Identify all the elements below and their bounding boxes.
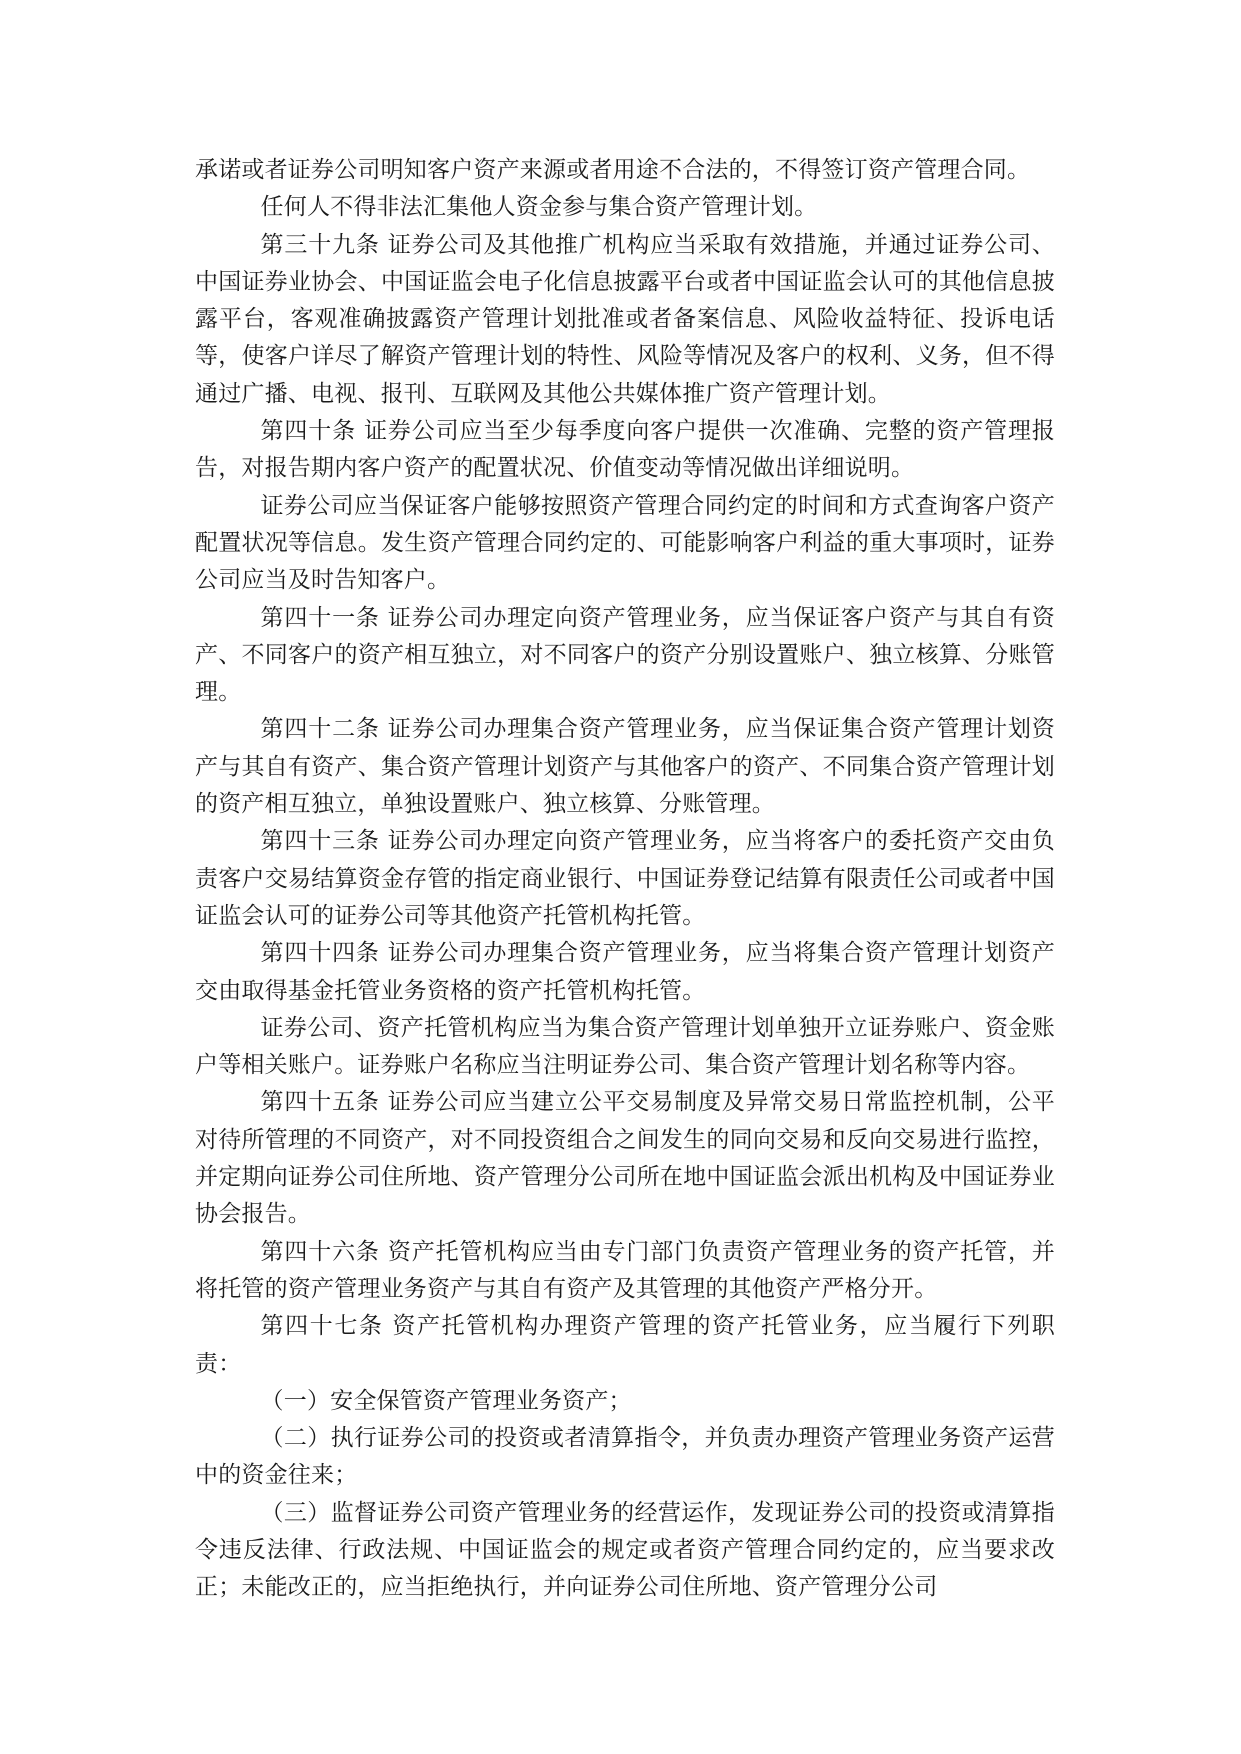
article-47-item-3: （三）监督证券公司资产管理业务的经营运作，发现证券公司的投资或清算指令违反法律、行政法规、中国证监会的规定或者资产管理合同约定的，应当要求改正；未能改正的，应当拒绝执行，并向证券公司住所地、资产管理分公司 [195,1499,1055,1601]
article-47-item-1: （一）安全保管资产管理业务资产； [260,1387,632,1414]
paragraph-1: 承诺或者证券公司明知客户资产来源或者用途不合法的，不得签订资产管理合同。 [195,157,1031,183]
document-body [195,152,1055,1607]
article-43: 第四十三条 证券公司办理定向资产管理业务，应当将客户的委托资产交由负责客户交易结算资金存管的指定商业银行、中国证券登记结算有限责任公司或者中国证监会认可的证券公司等其他资产托管机构托管。 [195,828,1055,929]
paragraph-2: 任何人不得非法汇集他人资金参与集合资产管理计划。 [260,194,818,221]
article-42: 第四十二条 证券公司办理集合资产管理业务，应当保证集合资产管理计划资产与其自有资产、集合资产管理计划资产与其他客户的资产、不同集合资产管理计划的资产相互独立，单独设置账户、独立核算、分账管理。 [195,716,1055,818]
article-44: 第四十四条 证券公司办理集合资产管理业务，应当将集合资产管理计划资产交由取得基金托管业务资格的资产托管机构托管。 [195,940,1055,1004]
article-41: 第四十一条 证券公司办理定向资产管理业务，应当保证客户资产与其自有资产、不同客户的资产相互独立，对不同客户的资产分别设置账户、独立核算、分账管理。 [195,604,1055,706]
article-45: 第四十五条 证券公司应当建立公平交易制度及异常交易日常监控机制，公平对待所管理的不同资产，对不同投资组合之间发生的同向交易和反向交易进行监控，并定期向证券公司住所地、资产管理分公司所在地中国证监会派出机构及中国证券业协会报告。 [195,1089,1055,1228]
article-47-item-2: （二）执行证券公司的投资或者清算指令，并负责办理资产管理业务资产运营中的资金往来； [195,1425,1055,1489]
article-46: 第四十六条 资产托管机构应当由专门部门负责资产管理业务的资产托管，并将托管的资产管理业务资产与其自有资产及其管理的其他资产严格分开。 [195,1238,1055,1302]
article-39: 第三十九条 证券公司及其他推广机构应当采取有效措施，并通过证券公司、中国证券业协会、中国证监会电子化信息披露平台或者中国证监会认可的其他信息披露平台，客观准确披露资产管理计划批准或者备案信息、风险收益特征、投诉电话等，使客户详尽了解资产管理计划的特性、风险等情况及客户的权利、义务，但不得通过广播、电视、报刊、互联网及其他公共媒体推广资产管理计划。 [195,231,1055,407]
article-40-paragraph-2: 证券公司应当保证客户能够按照资产管理合同约定的时间和方式查询客户资产配置状况等信息。发生资产管理合同约定的、可能影响客户利益的重大事项时，证券公司应当及时告知客户。 [195,492,1055,594]
article-47: 第四十七条 资产托管机构办理资产管理的资产托管业务，应当履行下列职责： [195,1313,1055,1377]
article-40: 第四十条 证券公司应当至少每季度向客户提供一次准确、完整的资产管理报告，对报告期内客户资产的配置状况、价值变动等情况做出详细说明。 [195,418,1055,482]
article-44-paragraph-2: 证券公司、资产托管机构应当为集合资产管理计划单独开立证券账户、资金账户等相关账户。证券账户名称应当注明证券公司、集合资产管理计划名称等内容。 [195,1014,1055,1079]
